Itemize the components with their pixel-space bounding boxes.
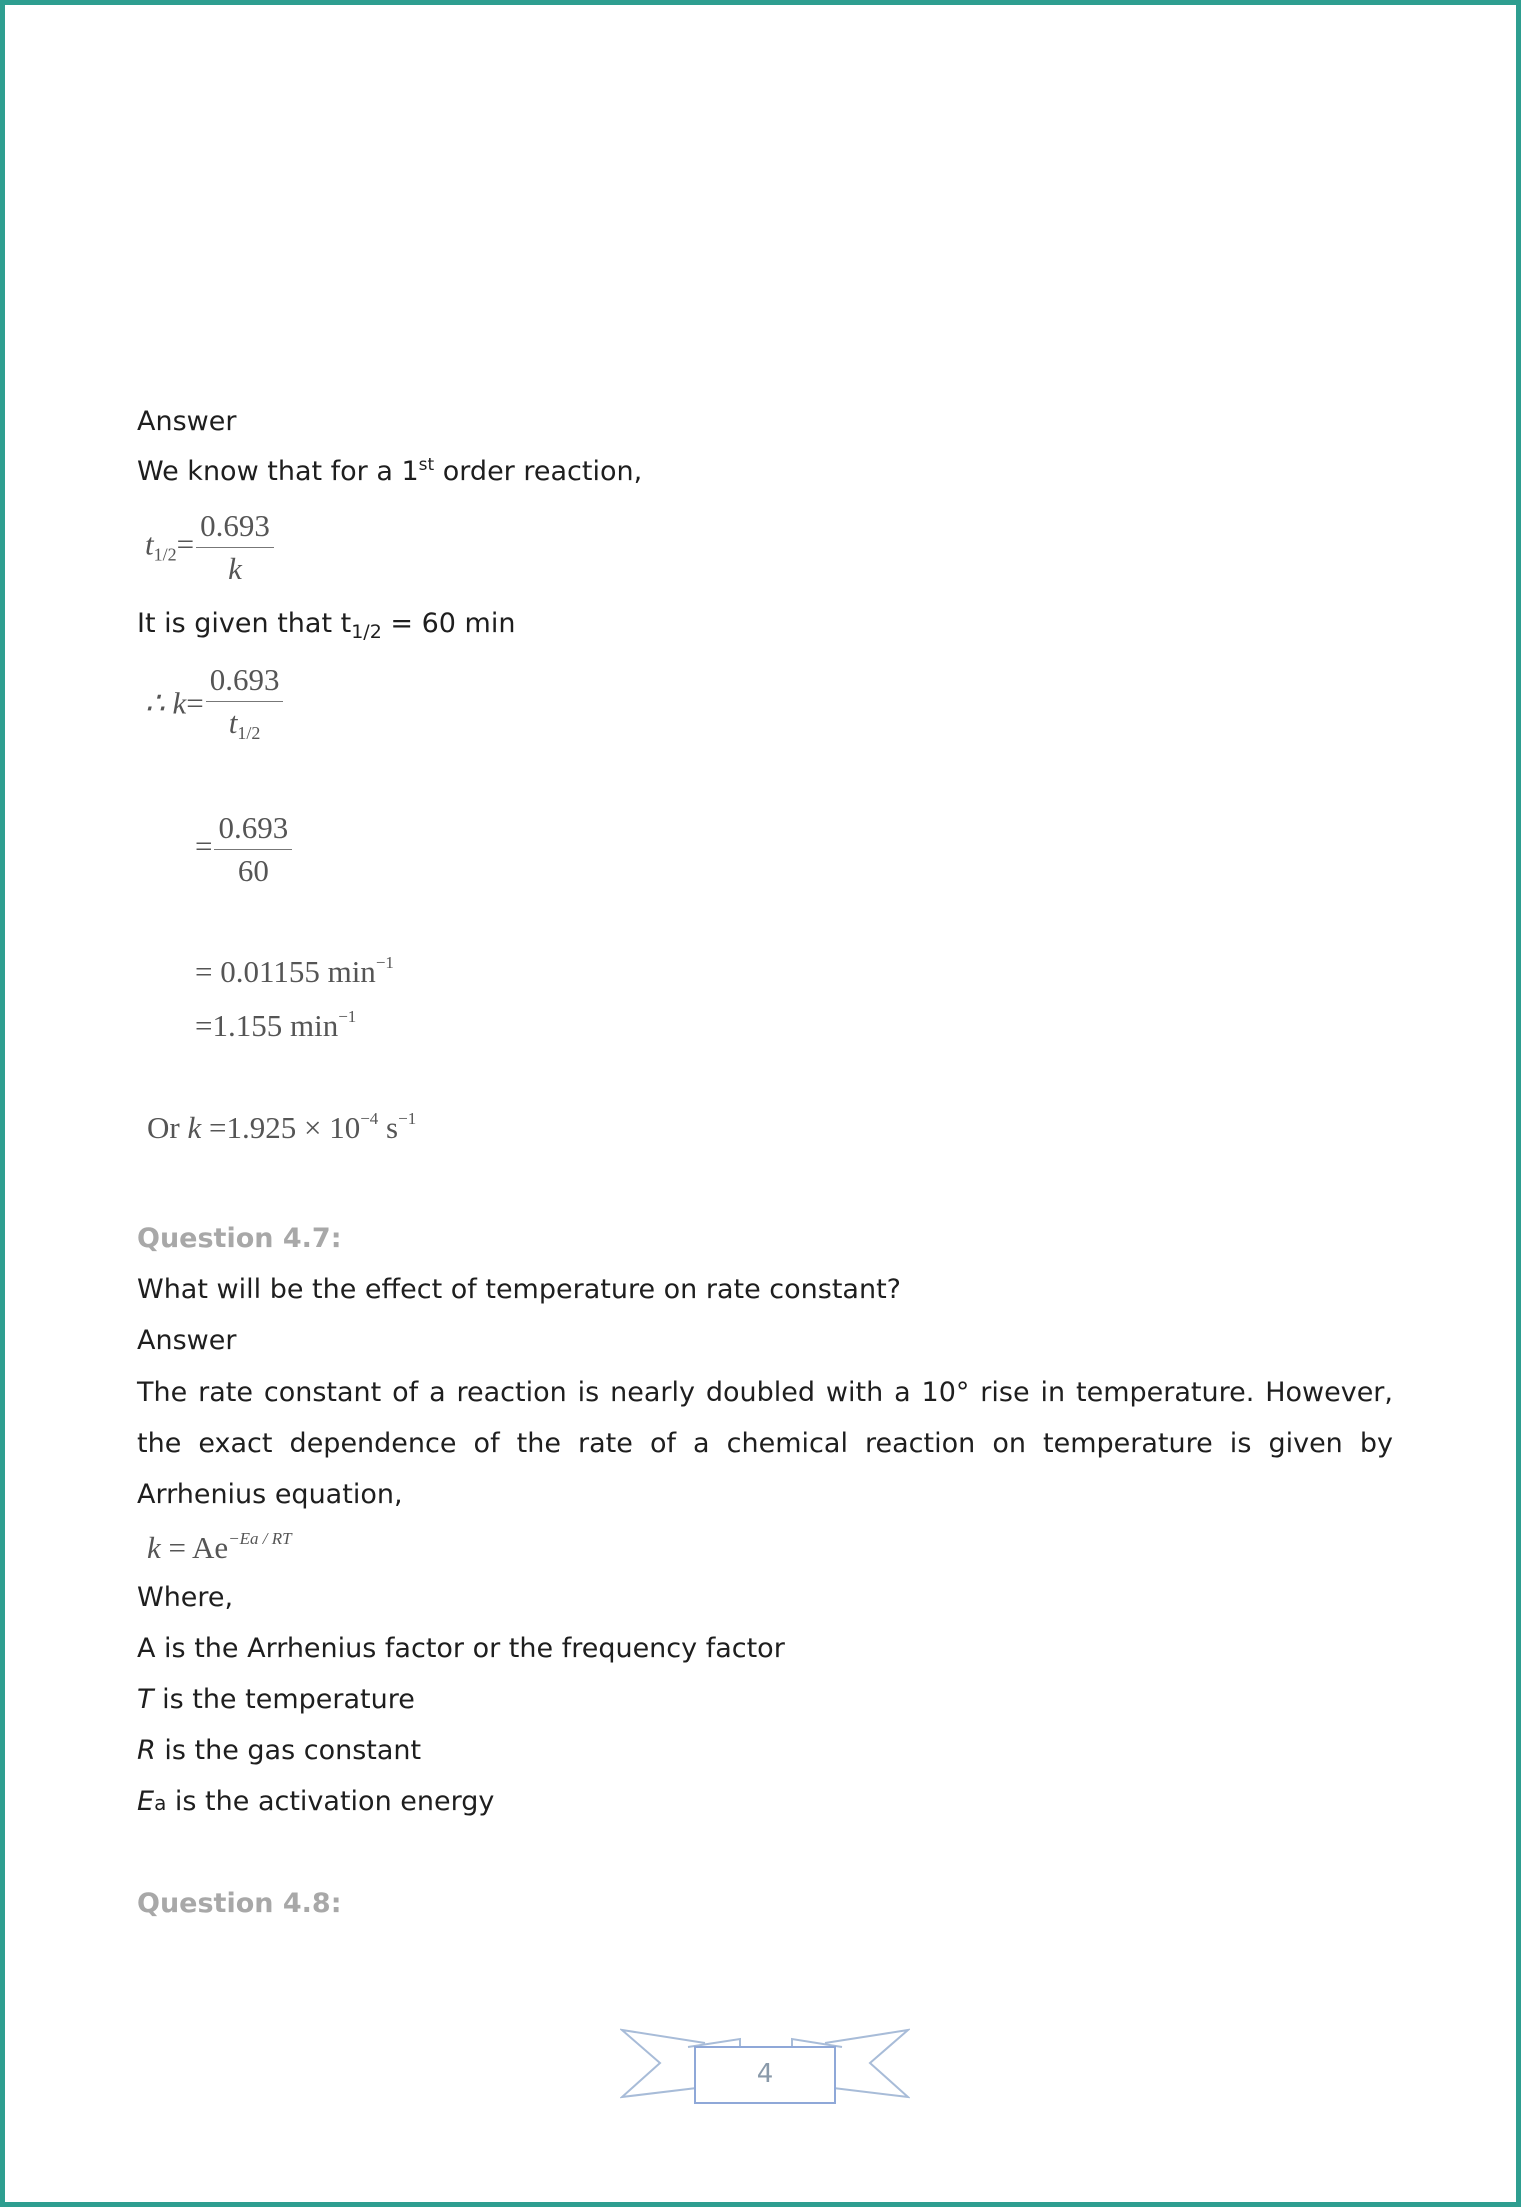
question-4-7-text: What will be the effect of temperature on rate constant?: [137, 1274, 902, 1305]
given-text: It is given that $t_{1/2} = 60$ min: [137, 608, 516, 643]
rate-constant-equation: ∴ k= $\frac{0.693}{t_{1/2}}$: [145, 661, 283, 752]
arrhenius-equation: $k = Ae^{-Ea / RT}$: [147, 1529, 292, 1565]
def-gas-constant: R is the gas constant: [137, 1735, 422, 1766]
answer-4-7-paragraph: The rate constant of a reaction is nearly doubled with a 10° rise in temperature. However, the exact dependence of the rate of a chemical reaction on temperature is given by Arrhenius equation,: [137, 1377, 1393, 1510]
answer-label: Answer: [137, 406, 237, 437]
substitution-equation: = $\frac{0.693}{60}$: [195, 809, 292, 890]
page-number: 4: [756, 2059, 774, 2089]
question-4-7-heading: Question 4.7:: [137, 1223, 342, 1254]
def-arrhenius-factor: A is the Arrhenius factor or the frequency factor: [137, 1633, 785, 1664]
result-seconds: Or $k =1.925 \times 10^{-4}$ $s^{-1}$: [147, 1109, 417, 1145]
result-line-2: =1.155 $\min^{-1}$: [195, 1007, 357, 1043]
result-line-1: = 0.01155 $\min^{-1}$: [195, 953, 394, 989]
where-label: Where,: [137, 1582, 234, 1613]
def-temperature: T is the temperature: [137, 1684, 415, 1715]
half-life-equation: $t_{1/2}=$ $\frac{0.693}{k}$: [145, 507, 274, 588]
question-4-8-heading: Question 4.8:: [137, 1888, 342, 1919]
answer-4-7-label: Answer: [137, 1325, 237, 1356]
def-activation-energy: Ea is the activation energy: [137, 1786, 495, 1817]
intro-text: We know that for a 1st order reaction,: [137, 455, 643, 487]
